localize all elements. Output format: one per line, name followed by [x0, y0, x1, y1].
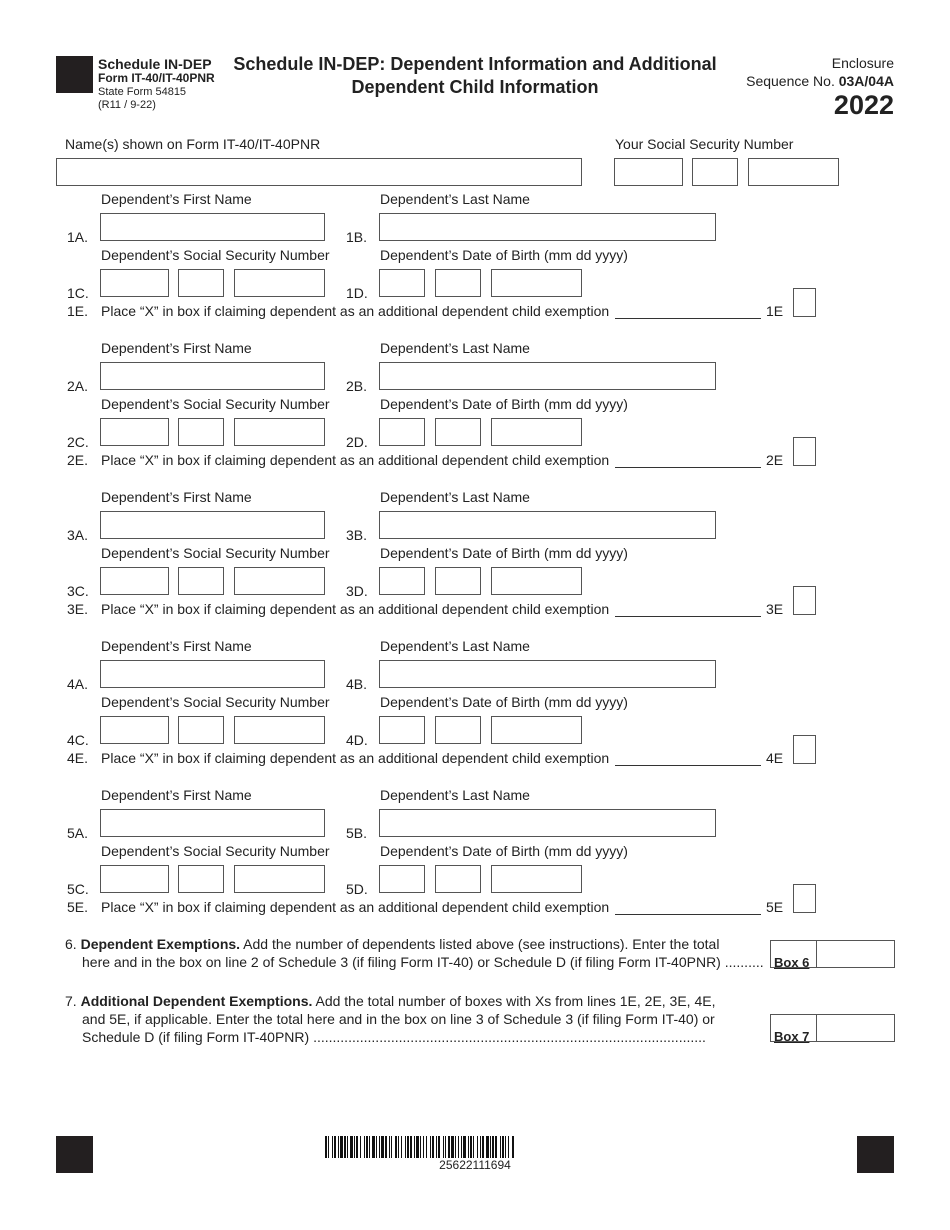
- barcode-bar: [430, 1136, 431, 1158]
- dependent-4-dob-day-input[interactable]: [435, 716, 481, 744]
- box-7-container: [770, 1014, 894, 1042]
- dependent-5-first-name-input[interactable]: [100, 809, 325, 837]
- dependent-first-name-label: Dependent’s First Name: [101, 340, 252, 356]
- box-7-label: Box 7: [774, 1029, 810, 1044]
- barcode-bar: [410, 1136, 412, 1158]
- barcode-bar: [401, 1136, 402, 1158]
- revision: (R11 / 9-22): [98, 98, 156, 111]
- line-label-5b: 5B.: [346, 825, 368, 841]
- dependent-2-last-name-input[interactable]: [379, 362, 716, 390]
- line-label-1c: 1C.: [67, 285, 89, 301]
- barcode-bar: [389, 1136, 390, 1158]
- taxpayer-name-label: Name(s) shown on Form IT-40/IT-40PNR: [65, 136, 321, 152]
- line-label-3a: 3A.: [67, 527, 89, 543]
- exemption-instruction-text: Place “X” in box if claiming dependent as an additional dependent child exemption: [101, 601, 610, 617]
- barcode-bar: [473, 1136, 474, 1158]
- dependent-4-ssn-part1-input[interactable]: [100, 716, 169, 744]
- dependent-ssn-label: Dependent’s Social Security Number: [101, 694, 330, 710]
- line-label-3c: 3C.: [67, 583, 89, 599]
- taxpayer-name-input[interactable]: [56, 158, 582, 186]
- dependent-5-ssn-part2-input[interactable]: [178, 865, 224, 893]
- line-label-2a: 2A.: [67, 378, 89, 394]
- dependent-last-name-label: Dependent’s Last Name: [380, 489, 530, 505]
- barcode-bar: [369, 1136, 370, 1158]
- dependent-3-first-name-input[interactable]: [100, 511, 325, 539]
- enclosure-block: [746, 54, 894, 120]
- dependent-1-last-name-input[interactable]: [379, 213, 716, 241]
- line-label-2c: 2C.: [67, 434, 89, 450]
- barcode-bar: [372, 1136, 375, 1158]
- exemption-box-label-5: 5E: [766, 899, 784, 915]
- dependent-3-ssn-part2-input[interactable]: [178, 567, 224, 595]
- dependent-ssn-label: Dependent’s Social Security Number: [101, 247, 330, 263]
- barcode-bar: [356, 1136, 358, 1158]
- barcode-bar: [505, 1136, 506, 1158]
- taxpayer-ssn-label: Your Social Security Number: [615, 136, 794, 152]
- dependent-2-dob-year-input[interactable]: [491, 418, 582, 446]
- dependent-3-dob-month-input[interactable]: [379, 567, 425, 595]
- barcode-bar: [340, 1136, 343, 1158]
- barcode-bar: [334, 1136, 336, 1158]
- tax-year: 2022: [833, 90, 894, 120]
- line-label-5e: 5E.: [67, 899, 89, 915]
- barcode-bar: [461, 1136, 462, 1158]
- line-label-4b: 4B.: [346, 676, 368, 692]
- title-line-1: Schedule IN-DEP: Dependent Information and Additional: [233, 54, 717, 74]
- dependent-dob-label: Dependent’s Date of Birth (mm dd yyyy): [380, 396, 628, 412]
- barcode-bar: [328, 1136, 329, 1158]
- box-6-input[interactable]: [816, 940, 895, 968]
- line-7-text-3: Schedule D (if filing Form IT-40PNR) .....................................................................................................: [82, 1029, 706, 1045]
- barcode-image: [325, 1136, 625, 1158]
- barcode-bar: [395, 1136, 397, 1158]
- sequence-number: Sequence No. 03A/04A: [746, 73, 894, 89]
- dependent-3-dob-year-input[interactable]: [491, 567, 582, 595]
- dependent-5-ssn-part1-input[interactable]: [100, 865, 169, 893]
- barcode-bar: [366, 1136, 368, 1158]
- exemption-box-label-3: 3E: [766, 601, 784, 617]
- barcode-bar: [364, 1136, 365, 1158]
- barcode-bar: [445, 1136, 446, 1158]
- barcode-bar: [376, 1136, 377, 1158]
- dependent-dob-label: Dependent’s Date of Birth (mm dd yyyy): [380, 843, 628, 859]
- page-title: [225, 53, 725, 99]
- dependent-2-exemption-checkbox[interactable]: [793, 437, 816, 466]
- dependent-last-name-label: Dependent’s Last Name: [380, 191, 530, 207]
- line-7-heading: Additional Dependent Exemptions.: [80, 993, 313, 1009]
- barcode-bar: [455, 1136, 456, 1158]
- dependent-4-dob-year-input[interactable]: [491, 716, 582, 744]
- dependent-5-exemption-checkbox[interactable]: [793, 884, 816, 913]
- state-form: State Form 54815: [98, 85, 187, 98]
- barcode-bar: [414, 1136, 415, 1158]
- dependent-2-dob-day-input[interactable]: [435, 418, 481, 446]
- exemption-instruction-text: Place “X” in box if claiming dependent as an additional dependent child exemption: [101, 452, 610, 468]
- barcode-bar: [482, 1136, 484, 1158]
- corner-marker-bottom-left: [56, 1136, 93, 1173]
- exemption-leader-line: [615, 914, 761, 915]
- line-label-3b: 3B.: [346, 527, 368, 543]
- barcode-bar: [350, 1136, 353, 1158]
- barcode-bar: [426, 1136, 427, 1158]
- dependent-ssn-label: Dependent’s Social Security Number: [101, 396, 330, 412]
- barcode-bar: [381, 1136, 384, 1158]
- barcode-bar: [451, 1136, 454, 1158]
- barcode-bar: [480, 1136, 481, 1158]
- exemption-leader-line: [615, 467, 761, 468]
- dependent-3-dob-day-input[interactable]: [435, 567, 481, 595]
- schedule-id-block: [98, 56, 215, 111]
- dependent-5-ssn-part3-input[interactable]: [234, 865, 325, 893]
- dependent-1-exemption-checkbox[interactable]: [793, 288, 816, 317]
- dependent-first-name-label: Dependent’s First Name: [101, 787, 252, 803]
- barcode-bar: [325, 1136, 327, 1158]
- dependent-dob-label: Dependent’s Date of Birth (mm dd yyyy): [380, 694, 628, 710]
- dependent-last-name-label: Dependent’s Last Name: [380, 787, 530, 803]
- dependent-dob-label: Dependent’s Date of Birth (mm dd yyyy): [380, 545, 628, 561]
- line-7-text-2: and 5E, if applicable. Enter the total here and in the box on line 3 of Schedule 3 (if filing Form IT-40) or: [82, 1011, 715, 1027]
- barcode-bar: [470, 1136, 472, 1158]
- line-label-1a: 1A.: [67, 229, 89, 245]
- barcode-bar: [508, 1136, 509, 1158]
- barcode-bar: [379, 1136, 380, 1158]
- barcode-bar: [500, 1136, 501, 1158]
- dependent-2-ssn-part1-input[interactable]: [100, 418, 169, 446]
- dependent-1-ssn-part2-input[interactable]: [178, 269, 224, 297]
- dependent-ssn-label: Dependent’s Social Security Number: [101, 545, 330, 561]
- barcode-bar: [347, 1136, 348, 1158]
- barcode-bar: [468, 1136, 469, 1158]
- barcode-bar: [432, 1136, 434, 1158]
- barcode-bar: [443, 1136, 444, 1158]
- line-label-5c: 5C.: [67, 881, 89, 897]
- barcode-bar: [512, 1136, 514, 1158]
- line-6-text-1: Add the number of dependents listed above (see instructions). Enter the total: [240, 936, 720, 952]
- exemption-instruction-text: Place “X” in box if claiming dependent as an additional dependent child exemption: [101, 899, 610, 915]
- dependent-1-first-name-input[interactable]: [100, 213, 325, 241]
- barcode-bar: [338, 1136, 339, 1158]
- line-label-2e: 2E.: [67, 452, 89, 468]
- dependent-ssn-label: Dependent’s Social Security Number: [101, 843, 330, 859]
- exemption-leader-line: [615, 318, 761, 319]
- dependent-4-first-name-input[interactable]: [100, 660, 325, 688]
- dependent-3-ssn-part3-input[interactable]: [234, 567, 325, 595]
- barcode-bar: [495, 1136, 497, 1158]
- line-label-2b: 2B.: [346, 378, 368, 394]
- dependent-3-exemption-checkbox[interactable]: [793, 586, 816, 615]
- line-label-3d: 3D.: [346, 583, 368, 599]
- barcode-number: 25622111694: [439, 1158, 511, 1172]
- barcode-bar: [420, 1136, 421, 1158]
- line-6-heading: Dependent Exemptions.: [80, 936, 241, 952]
- barcode-bar: [423, 1136, 424, 1158]
- exemption-instruction-text: Place “X” in box if claiming dependent as an additional dependent child exemption: [101, 750, 610, 766]
- exemption-leader-line: [615, 616, 761, 617]
- dependent-3-last-name-input[interactable]: [379, 511, 716, 539]
- corner-marker-top-left: [56, 56, 93, 93]
- dependent-first-name-label: Dependent’s First Name: [101, 489, 252, 505]
- taxpayer-ssn-part3-input[interactable]: [748, 158, 839, 186]
- dependent-4-dob-month-input[interactable]: [379, 716, 425, 744]
- barcode-bar: [407, 1136, 409, 1158]
- barcode-bar: [416, 1136, 419, 1158]
- barcode-bar: [486, 1136, 489, 1158]
- line-label-1b: 1B.: [346, 229, 368, 245]
- line-7: [65, 992, 715, 1046]
- dependent-2-ssn-part2-input[interactable]: [178, 418, 224, 446]
- barcode-bar: [391, 1136, 392, 1158]
- exemption-box-label-2: 2E: [766, 452, 784, 468]
- taxpayer-ssn-part2-input[interactable]: [692, 158, 738, 186]
- dependent-1-ssn-part1-input[interactable]: [100, 269, 169, 297]
- line-label-4c: 4C.: [67, 732, 89, 748]
- exemption-leader-line: [615, 765, 761, 766]
- line-label-4a: 4A.: [67, 676, 89, 692]
- barcode-bar: [448, 1136, 450, 1158]
- barcode-bar: [332, 1136, 333, 1158]
- box-7-input[interactable]: [816, 1014, 895, 1042]
- dependent-5-dob-month-input[interactable]: [379, 865, 425, 893]
- line-label-3e: 3E.: [67, 601, 89, 617]
- barcode-bar: [490, 1136, 491, 1158]
- line-label-5a: 5A.: [67, 825, 89, 841]
- dependent-2-ssn-part3-input[interactable]: [234, 418, 325, 446]
- dependent-4-exemption-checkbox[interactable]: [793, 735, 816, 764]
- line-label-5d: 5D.: [346, 881, 368, 897]
- dependent-1-ssn-part3-input[interactable]: [234, 269, 325, 297]
- box-6-container: [770, 940, 894, 968]
- line-label-1d: 1D.: [346, 285, 368, 301]
- dependent-first-name-label: Dependent’s First Name: [101, 638, 252, 654]
- dependent-5-dob-day-input[interactable]: [435, 865, 481, 893]
- line-label-4d: 4D.: [346, 732, 368, 748]
- box-6-label: Box 6: [774, 955, 810, 970]
- corner-marker-bottom-right: [857, 1136, 894, 1173]
- line-6-number: 6.: [65, 936, 77, 952]
- barcode-bar: [502, 1136, 504, 1158]
- schedule-id: Schedule IN-DEP: [98, 56, 212, 72]
- barcode-bar: [458, 1136, 459, 1158]
- line-6-text-2: here and in the box on line 2 of Schedule 3 (if filing Form IT-40) or Schedule D (if filing Form IT-40PNR) ..........: [82, 954, 764, 970]
- dependent-1-dob-month-input[interactable]: [379, 269, 425, 297]
- barcode-bar: [398, 1136, 399, 1158]
- barcode-bar: [360, 1136, 361, 1158]
- dependent-first-name-label: Dependent’s First Name: [101, 191, 252, 207]
- line-6: [65, 935, 764, 971]
- exemption-box-label-1: 1E: [766, 303, 784, 319]
- barcode-bar: [477, 1136, 478, 1158]
- line-label-1e: 1E.: [67, 303, 89, 319]
- barcode-bar: [385, 1136, 387, 1158]
- dependent-5-dob-year-input[interactable]: [491, 865, 582, 893]
- dependent-4-last-name-input[interactable]: [379, 660, 716, 688]
- dependent-5-last-name-input[interactable]: [379, 809, 716, 837]
- dependent-4-ssn-part3-input[interactable]: [234, 716, 325, 744]
- barcode-bar: [436, 1136, 437, 1158]
- line-7-number: 7.: [65, 993, 77, 1009]
- barcode-bar: [405, 1136, 406, 1158]
- line-label-4e: 4E.: [67, 750, 89, 766]
- barcode-bar: [344, 1136, 346, 1158]
- barcode-bar: [438, 1136, 440, 1158]
- dependent-3-ssn-part1-input[interactable]: [100, 567, 169, 595]
- dependent-1-dob-year-input[interactable]: [491, 269, 582, 297]
- dependent-1-dob-day-input[interactable]: [435, 269, 481, 297]
- barcode-bar: [492, 1136, 494, 1158]
- enclosure-label: Enclosure: [831, 55, 894, 71]
- line-label-2d: 2D.: [346, 434, 368, 450]
- exemption-box-label-4: 4E: [766, 750, 784, 766]
- dependent-2-first-name-input[interactable]: [100, 362, 325, 390]
- barcode-bar: [463, 1136, 466, 1158]
- form-id: Form IT-40/IT-40PNR: [98, 71, 215, 86]
- line-7-text-1: Add the total number of boxes with Xs from lines 1E, 2E, 3E, 4E,: [312, 993, 716, 1009]
- barcode-bar: [354, 1136, 355, 1158]
- dependent-last-name-label: Dependent’s Last Name: [380, 638, 530, 654]
- title-line-2: Dependent Child Information: [351, 77, 599, 97]
- taxpayer-ssn-part1-input[interactable]: [614, 158, 683, 186]
- dependent-2-dob-month-input[interactable]: [379, 418, 425, 446]
- dependent-last-name-label: Dependent’s Last Name: [380, 340, 530, 356]
- dependent-4-ssn-part2-input[interactable]: [178, 716, 224, 744]
- exemption-instruction-text: Place “X” in box if claiming dependent as an additional dependent child exemption: [101, 303, 610, 319]
- dependent-dob-label: Dependent’s Date of Birth (mm dd yyyy): [380, 247, 628, 263]
